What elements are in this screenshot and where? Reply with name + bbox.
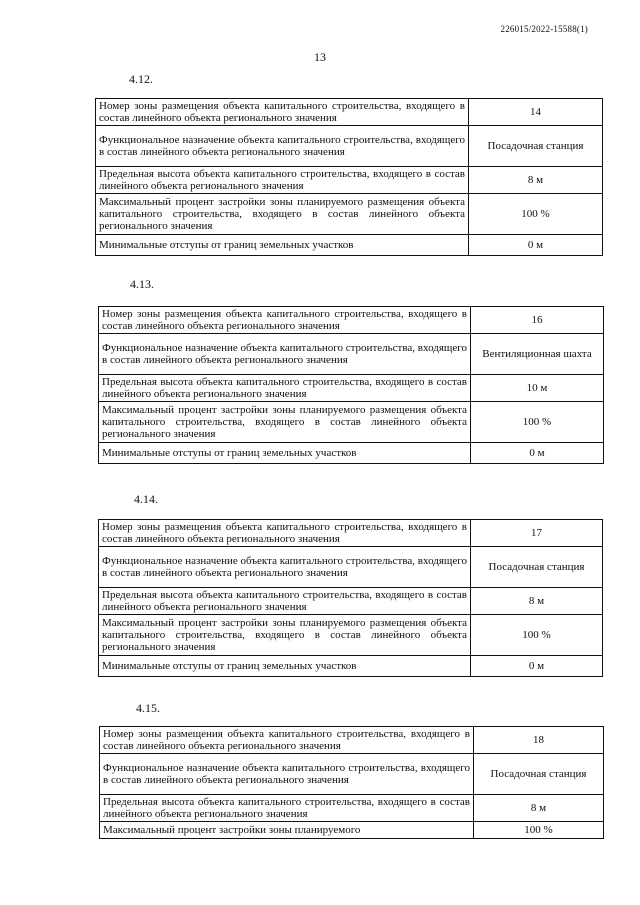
row-value: 100 % [474,822,604,839]
row-label: Функциональное назначение объекта капитального строительства, входящего в состав линейного объекта регионального значения [99,334,471,375]
section-label-4-14: 4.14. [134,492,158,506]
row-label: Предельная высота объекта капитального строительства, входящего в состав линейного объекта регионального значения [96,167,469,194]
table-row [99,334,604,375]
table-row [100,754,604,795]
table-row [99,656,603,677]
table-row [99,375,604,402]
table-row [96,126,603,167]
row-value: 100 % [471,402,604,443]
table-row [96,235,603,256]
row-value: 0 м [471,656,603,677]
row-label: Функциональное назначение объекта капитального строительства, входящего в состав линейного объекта регионального значения [99,547,471,588]
row-label: Функциональное назначение объекта капитального строительства, входящего в состав линейного объекта регионального значения [100,754,474,795]
row-value: 8 м [471,588,603,615]
row-label: Предельная высота объекта капитального строительства, входящего в состав линейного объекта регионального значения [99,375,471,402]
row-value: Вентиляционная шахта [471,334,604,375]
table-row [100,822,604,839]
section-label-4-15: 4.15. [136,701,160,715]
row-value: 18 [474,727,604,754]
row-label: Номер зоны размещения объекта капитального строительства, входящего в состав линейного объекта регионального значения [100,727,474,754]
zone-table-4-14 [98,519,603,677]
zone-table-4-12 [95,98,603,256]
row-value: 8 м [474,795,604,822]
row-label: Номер зоны размещения объекта капитального строительства, входящего в состав линейного объекта регионального значения [99,307,471,334]
table-row [99,307,604,334]
row-label: Предельная высота объекта капитального строительства, входящего в состав линейного объекта регионального значения [100,795,474,822]
table-row [99,615,603,656]
table-row [96,167,603,194]
table-row [99,547,603,588]
row-label: Максимальный процент застройки зоны планируемого размещения объекта капитального строительства, входящего в состав линейного объекта регионального значения [99,402,471,443]
row-value: 17 [471,520,603,547]
row-value: 10 м [471,375,604,402]
row-label: Максимальный процент застройки зоны планируемого размещения объекта капитального строительства, входящего в состав линейного объекта регионального значения [96,194,469,235]
zone-table-4-13 [98,306,604,464]
zone-table-4-15 [99,726,604,839]
row-value: 16 [471,307,604,334]
row-label: Минимальные отступы от границ земельных участков [99,443,471,464]
table-row [99,588,603,615]
row-value: 100 % [469,194,603,235]
section-label-4-12: 4.12. [129,72,153,86]
document-number: 226015/2022-15588(1) [500,24,588,34]
table-row [99,402,604,443]
table-row [99,520,603,547]
row-value: 0 м [469,235,603,256]
row-label: Функциональное назначение объекта капитального строительства, входящего в состав линейного объекта регионального значения [96,126,469,167]
table-row [100,727,604,754]
row-label: Максимальный процент застройки зоны планируемого [100,822,474,839]
row-value: 0 м [471,443,604,464]
row-label: Минимальные отступы от границ земельных участков [96,235,469,256]
table-row [96,194,603,235]
row-label: Предельная высота объекта капитального строительства, входящего в состав линейного объекта регионального значения [99,588,471,615]
row-label: Номер зоны размещения объекта капитального строительства, входящего в состав линейного объекта регионального значения [96,99,469,126]
row-value: Посадочная станция [474,754,604,795]
table-row [100,795,604,822]
row-value: 8 м [469,167,603,194]
table-row [96,99,603,126]
table-row [99,443,604,464]
page-number: 13 [314,50,326,64]
row-value: 14 [469,99,603,126]
row-value: Посадочная станция [471,547,603,588]
row-label: Номер зоны размещения объекта капитального строительства, входящего в состав линейного объекта регионального значения [99,520,471,547]
row-label: Максимальный процент застройки зоны планируемого размещения объекта капитального строительства, входящего в состав линейного объекта регионального значения [99,615,471,656]
row-label: Минимальные отступы от границ земельных участков [99,656,471,677]
row-value: 100 % [471,615,603,656]
section-label-4-13: 4.13. [130,277,154,291]
row-value: Посадочная станция [469,126,603,167]
